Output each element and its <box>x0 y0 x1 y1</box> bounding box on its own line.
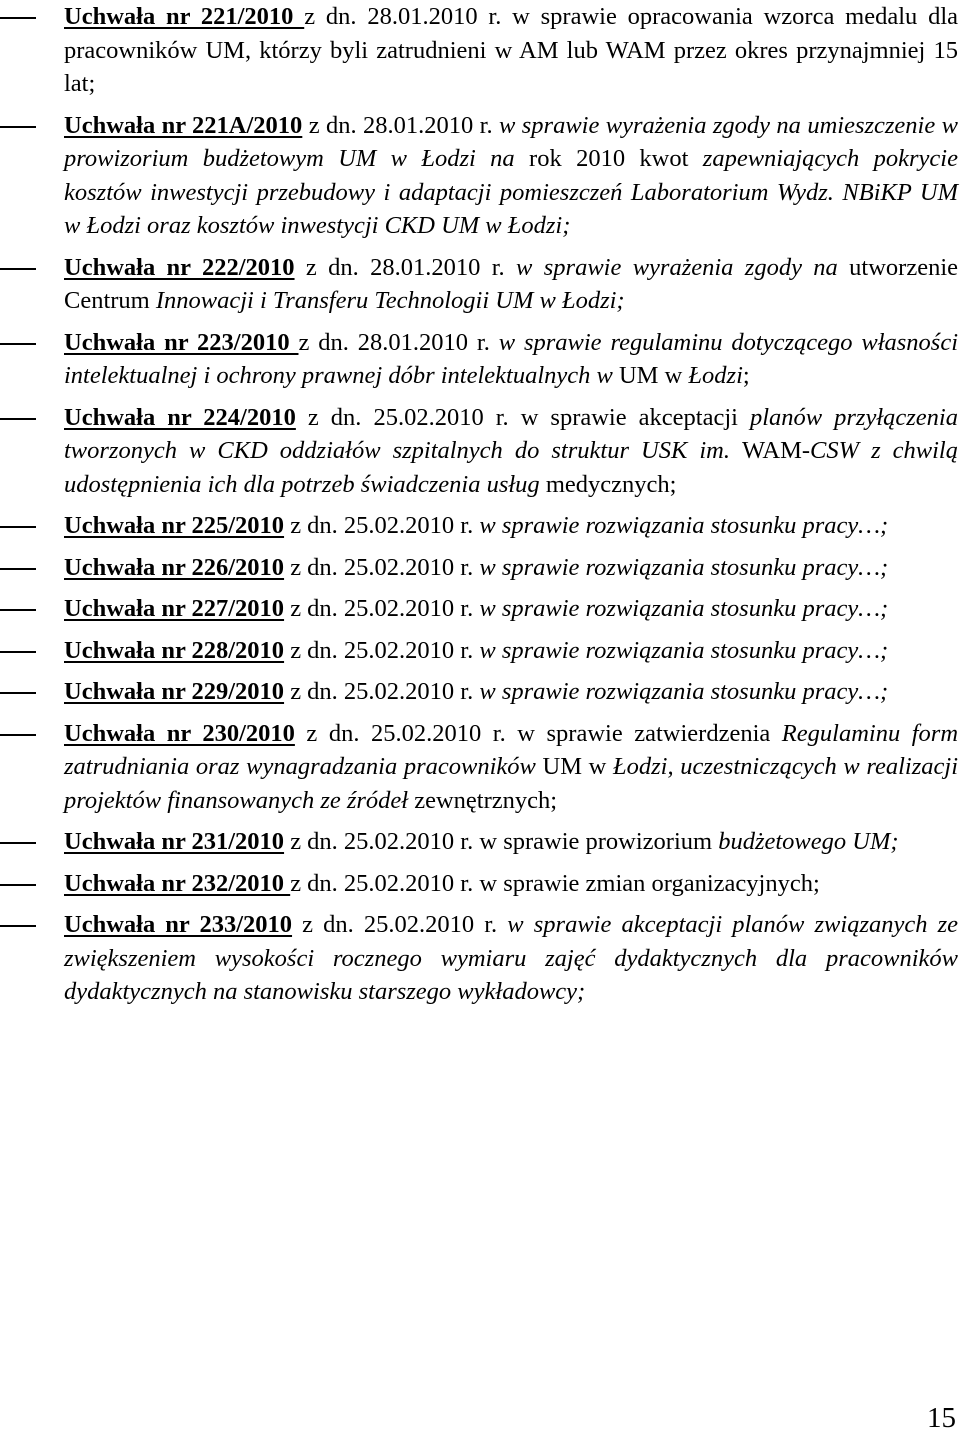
resolution-date: z dn. 25.02.2010 r. <box>295 403 509 431</box>
resolution-number: Uchwała nr 221/2010 <box>64 3 305 30</box>
resolution-subject: Regulaminu form zatrudniania oraz wynagradzania pracowników <box>64 719 959 780</box>
resolution-item <box>0 908 960 1009</box>
resolution-subject: WAM- <box>742 437 811 464</box>
resolution-number: Uchwała nr 233/2010 <box>64 911 293 938</box>
resolution-number: Uchwała nr 232/2010 <box>64 869 291 897</box>
resolution-subject: w sprawie rozwiązania stosunku pracy…; <box>473 678 889 705</box>
resolution-subject: medycznych; <box>545 470 677 498</box>
resolution-number: Uchwała nr 228/2010 <box>64 636 285 664</box>
resolution-item <box>0 592 960 626</box>
resolution-number: Uchwała nr 221A/2010 <box>64 111 303 139</box>
resolution-subject: w sprawie akceptacji <box>508 403 750 431</box>
resolution-date: z dn. 25.02.2010 r. <box>284 678 474 705</box>
resolution-item <box>0 717 960 818</box>
resolution-date: z dn. 25.02.2010 r. <box>292 911 498 938</box>
resolution-item <box>0 634 960 668</box>
resolution-subject: w sprawie rozwiązania stosunku pracy…; <box>473 636 889 664</box>
resolution-item <box>0 867 960 901</box>
resolution-subject: zewnętrznych; <box>414 786 558 814</box>
resolution-number: Uchwała nr 229/2010 <box>64 678 285 705</box>
resolution-item <box>0 326 960 393</box>
resolution-number: Uchwała nr 225/2010 <box>64 512 285 539</box>
resolution-item <box>0 509 960 543</box>
resolution-date: z dn. 28.01.2010 r. <box>304 3 502 30</box>
resolution-item <box>0 251 960 318</box>
resolution-date: z dn. 28.01.2010 r. <box>298 328 490 356</box>
resolution-number: Uchwała nr 223/2010 <box>64 328 299 356</box>
resolution-subject: w sprawie rozwiązania stosunku pracy…; <box>473 512 889 539</box>
resolution-subject: utworzenie Centrum <box>64 253 959 314</box>
page-number: 15 <box>927 1402 956 1434</box>
resolution-subject: UM w <box>542 753 614 780</box>
resolution-subject: w sprawie rozwiązania stosunku pracy…; <box>473 595 889 622</box>
resolution-date: z dn. 25.02.2010 r. <box>284 512 474 539</box>
resolution-number: Uchwała nr 224/2010 <box>64 403 296 431</box>
resolution-subject: w sprawie opracowania wzorca medalu dla pracowników UM, którzy byli zatrudnieni w AM lub WAM przez okres przynajmniej 15 lat; <box>64 3 958 97</box>
resolution-item <box>0 551 960 585</box>
resolution-item <box>0 109 960 243</box>
resolution-number: Uchwała nr 227/2010 <box>64 595 285 622</box>
resolution-number: Uchwała nr 230/2010 <box>64 719 295 747</box>
resolution-subject: w sprawie zmian organizacyjnych; <box>473 869 820 897</box>
resolution-date: z dn. 28.01.2010 r. <box>302 111 493 139</box>
resolution-item <box>0 825 960 859</box>
resolution-date: z dn. 28.01.2010 r. <box>294 253 505 281</box>
resolution-date: z dn. 25.02.2010 r. <box>290 869 474 897</box>
resolution-number: Uchwała nr 231/2010 <box>64 828 285 855</box>
resolution-subject: budżetowego UM; <box>718 828 899 855</box>
resolution-subject: w sprawie akceptacji planów związanych ze zwiększeniem wysokości rocznego wymiaru zajęć dydaktycznych dla pracowników dydaktycznych na stanowisku starszego wykładowcy; <box>64 911 958 1005</box>
resolution-subject: ; <box>742 362 750 389</box>
resolution-subject: zapewniających pokrycie kosztów inwestycji przebudowy i adaptacji pomieszczeń Laboratorium Wydz. NBiKP UM w Łodzi oraz kosztów inwestycji CKD UM w Łodzi; <box>64 145 958 239</box>
resolution-item <box>0 401 960 502</box>
resolution-date: z dn. 25.02.2010 r. <box>294 719 506 747</box>
resolution-date: z dn. 25.02.2010 r. <box>284 636 474 664</box>
resolution-date: z dn. 25.02.2010 r. <box>284 595 474 622</box>
resolution-subject: UM w <box>618 362 689 389</box>
resolution-subject: planów przyłączenia tworzonych w CKD oddziałów szpitalnych do struktur USK im. <box>64 403 958 464</box>
resolution-subject: w sprawie regulaminu dotyczącego własności intelektualnej i ochrony prawnej dóbr intelektualnych w <box>64 328 959 389</box>
resolution-date: z dn. 25.02.2010 r. <box>284 553 474 581</box>
resolution-number: Uchwała nr 222/2010 <box>64 253 295 281</box>
resolution-subject: w sprawie prowizorium <box>473 828 719 855</box>
resolution-subject: w sprawie rozwiązania stosunku pracy…; <box>473 553 889 581</box>
resolution-item <box>0 675 960 709</box>
resolution-subject: w sprawie wyrażenia zgody na umieszczenie w prowizorium budżetowym UM w Łodzi na <box>64 111 958 172</box>
resolution-subject: w sprawie zatwierdzenia <box>505 719 782 747</box>
resolution-date: z dn. 25.02.2010 r. <box>284 828 474 855</box>
resolution-number: Uchwała nr 226/2010 <box>64 553 285 581</box>
resolution-subject: Łodzi, uczestniczących w realizacji projektów finansowanych ze źródeł <box>64 753 958 814</box>
resolution-subject: Innowacji i Transferu Technologii UM w Łodzi; <box>155 287 625 314</box>
resolution-subject: CSW z chwilą udostępnienia ich dla potrzeb świadczenia usług <box>64 437 958 498</box>
resolution-subject: rok 2010 kwot <box>529 145 703 172</box>
resolution-subject: w sprawie wyrażenia zgody na <box>504 253 850 281</box>
resolution-subject: Łodzi <box>688 362 743 389</box>
resolution-item <box>0 0 960 101</box>
